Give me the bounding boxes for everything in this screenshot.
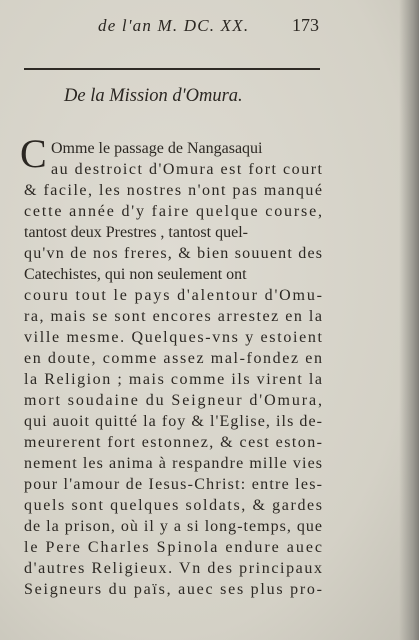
text-line: ville mesme. Quelques-vns y estoient xyxy=(24,329,324,346)
text-line: Seigneurs du païs, auec ses plus pro- xyxy=(24,581,324,598)
running-title: de l'an M. DC. XX. xyxy=(98,16,250,35)
text-line: couru tout le pays d'alentour d'Omu- xyxy=(24,287,324,304)
text-line: nement les anima à respandre mille vies xyxy=(24,455,324,472)
text-line: qui auoit quitté la foy & l'Eglise, ils de- xyxy=(24,413,324,430)
text-line: d'autres Religieux. Vn des principaux xyxy=(24,560,324,577)
text-line: Omme le passage de Nangasaqui xyxy=(51,140,263,157)
drop-cap: C xyxy=(20,131,47,176)
section-title: De la Mission d'Omura. xyxy=(64,86,243,106)
header-rule xyxy=(24,68,320,70)
text-line: de la prison, où il y a si long-temps, que xyxy=(24,518,323,535)
text-line: qu'vn de nos freres, & bien souuent des xyxy=(24,245,324,262)
text-line: la Religion ; mais comme ils virent la xyxy=(24,371,324,388)
text-line: cette année d'y faire quelque course, xyxy=(24,203,324,220)
page-number: 173 xyxy=(292,15,319,35)
text-line: meurerent fort estonnez, & cest eston- xyxy=(24,434,324,451)
page-edge-shadow xyxy=(399,0,419,640)
text-line: quels sont quelques soldats, & gardes xyxy=(24,497,324,514)
text-line: & facile, les nostres n'ont pas manqué xyxy=(24,182,324,199)
text-line: ra, mais se sont encores arrestez en la xyxy=(24,308,324,325)
text-line: pour l'amour de Iesus-Christ: entre les- xyxy=(24,476,324,493)
text-line: au destroict d'Omura est fort court xyxy=(51,161,324,178)
text-line: le Pere Charles Spinola endure auec xyxy=(24,539,324,556)
text-line: Catechistes, qui non seulement ont xyxy=(24,266,247,283)
text-line: en doute, comme assez mal-fondez en xyxy=(24,350,324,367)
text-line: tantost deux Prestres , tantost quel- xyxy=(24,224,248,241)
page-header xyxy=(0,14,419,38)
text-line: mort soudaine du Seigneur d'Omura, xyxy=(24,392,324,409)
